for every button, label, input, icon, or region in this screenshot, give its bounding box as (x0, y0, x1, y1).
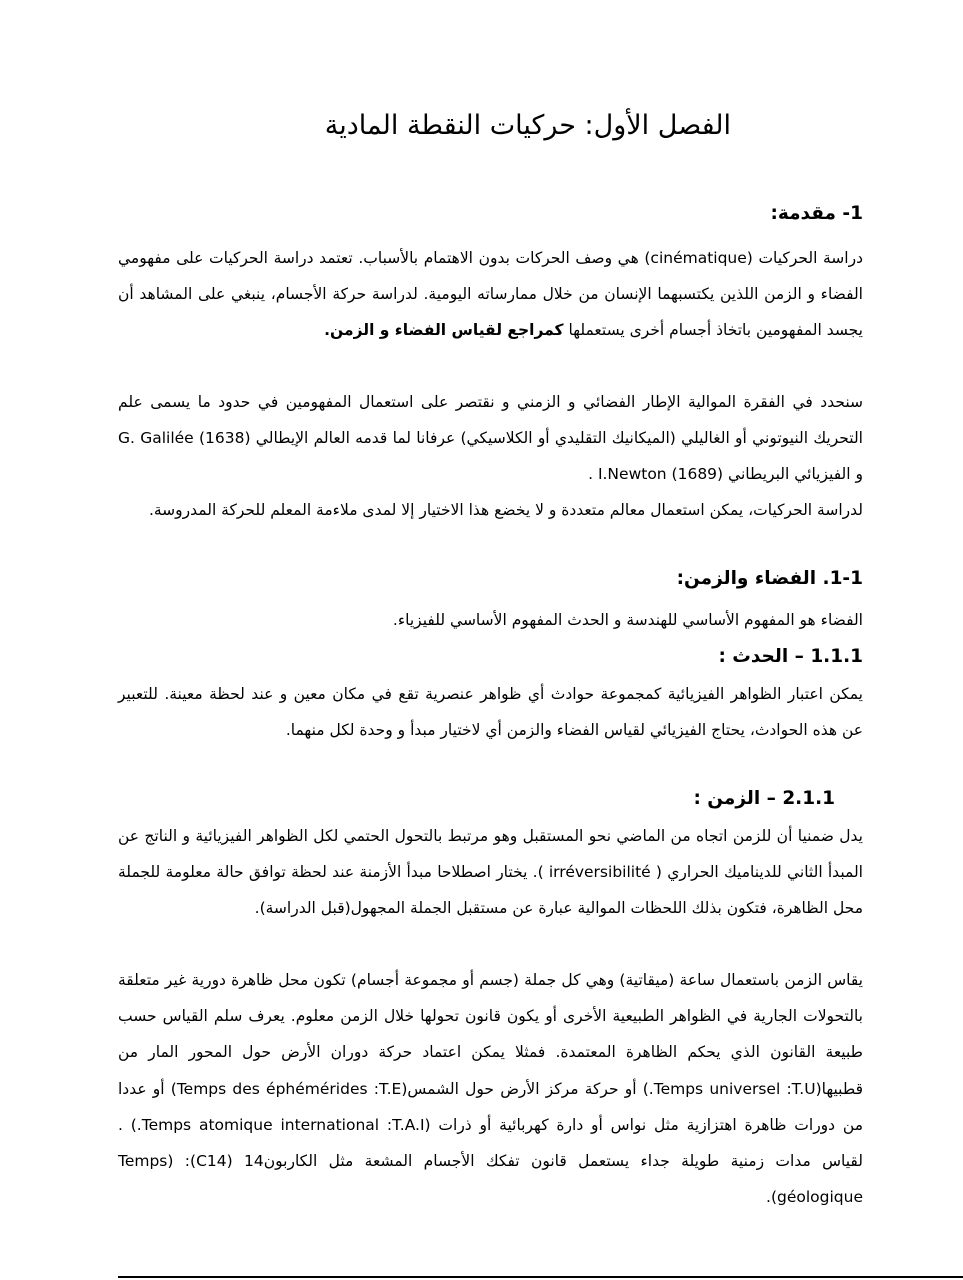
event-paragraph: يمكن اعتبار الظواهر الفيزيائية كمجموعة حوادث أي ظواهر عنصرية تقع في مكان معين و عند لحظة معينة. للتعبير عن هذه الحوادث، يحتاج الفيزيائي لقياس الفضاء والزمن أي لاختيار مبدأ و وحدة لكل منهما. (118, 685, 863, 740)
intro-paragraph-2: سنحدد في الفقرة الموالية الإطار الفضائي و الزمني و نقتصر على استعمال المفهومين في حدود ما يسمى علم التحريك النيوتوني أو الغاليلي (الميكانيك التقليدي أو الكلاسيكي) عرفانا لما قدمه العالم الإيطالي G. Galilée (1638) و الفيزيائي البريطاني I.Newton (1689) . (118, 393, 863, 484)
event-heading: 1.1.1 – الحدث : (718, 646, 863, 667)
space-time-heading: 1-1. الفضاء والزمن: (676, 568, 863, 589)
intro-paragraph-1-bold: كمراجع لقياس الفضاء و الزمن. (324, 321, 564, 340)
space-time-paragraph: الفضاء هو المفهوم الأساسي للهندسة و الحدث المفهوم الأساسي للفيزياء. (392, 611, 863, 629)
bottom-rule (118, 1276, 963, 1278)
time-paragraph-2: يقاس الزمن باستعمال ساعة (ميقاتية) وهي كل جملة (جسم أو مجموعة أجسام) تكون محل ظاهرة دورية غير متعلقة بالتحولات الجارية في الظواهر الطبيعية الأخرى أو يكون قانون تحولها خلال الزمن معلوم. يعرف سلم القياس حسب طبيعة القانون الذي يحكم الظاهرة المعتمدة. فمثلا يمكن اعتماد حركة دوران الأرض حول المحور المار من قطبيها(Temps universel :T.U.) أو حركة مركز الأرض حول الشمس(Temps des éphémérides :T.E) أو عددا من دورات ظاهرة اهتزازية مثل نواس أو دارة كهربائية أو ذرات (Temps atomique international :T.A.I.) . لقياس مدات زمنية طويلة جداء يستعمل قانون تفكك الأجسام المشعة مثل الكاربون14 (C14): (Temps géologique). (118, 971, 863, 1207)
chapter-title: الفصل الأول: حركيات النقطة المادية (324, 110, 731, 141)
intro-paragraph-1 (118, 240, 863, 349)
time-paragraph-1: يدل ضمنيا أن للزمن اتجاه من الماضي نحو المستقبل وهو مرتبط بالتحول الحتمي لكل الظواهر الفيزيائية و الناتج عن المبدأ الثاني للديناميك الحراري ( irréversibilité ). يختار اصطلاحا مبدأ الأزمنة عند لحظة توافق حالة معلومة للجملة محل الظاهرة، فتكون بذلك اللحظات الموالية عبارة عن مستقبل الجملة المجهول(قبل الدراسة). (118, 827, 863, 918)
time-heading: 2.1.1 – الزمن : (693, 788, 835, 809)
intro-paragraph-3: لدراسة الحركيات، يمكن استعمال معالم متعددة و لا يخضع هذا الاختيار إلا لمدى ملاءمة المعلم للحركة المدروسة. (148, 501, 863, 519)
intro-paragraph-1-text: دراسة الحركيات (cinématique) هي وصف الحركات بدون الاهتمام بالأسباب. تعتمد دراسة الحركيات على مفهومي الفضاء و الزمن اللذين يكتسبهما الإنسان من خلال ممارساته اليومية. لدراسة حركة الأجسام، ينبغي على المشاهد أن يجسد المفهومين باتخاذ أجسام أخرى يستعملها (118, 249, 863, 340)
intro-heading: 1- مقدمة: (770, 203, 863, 224)
